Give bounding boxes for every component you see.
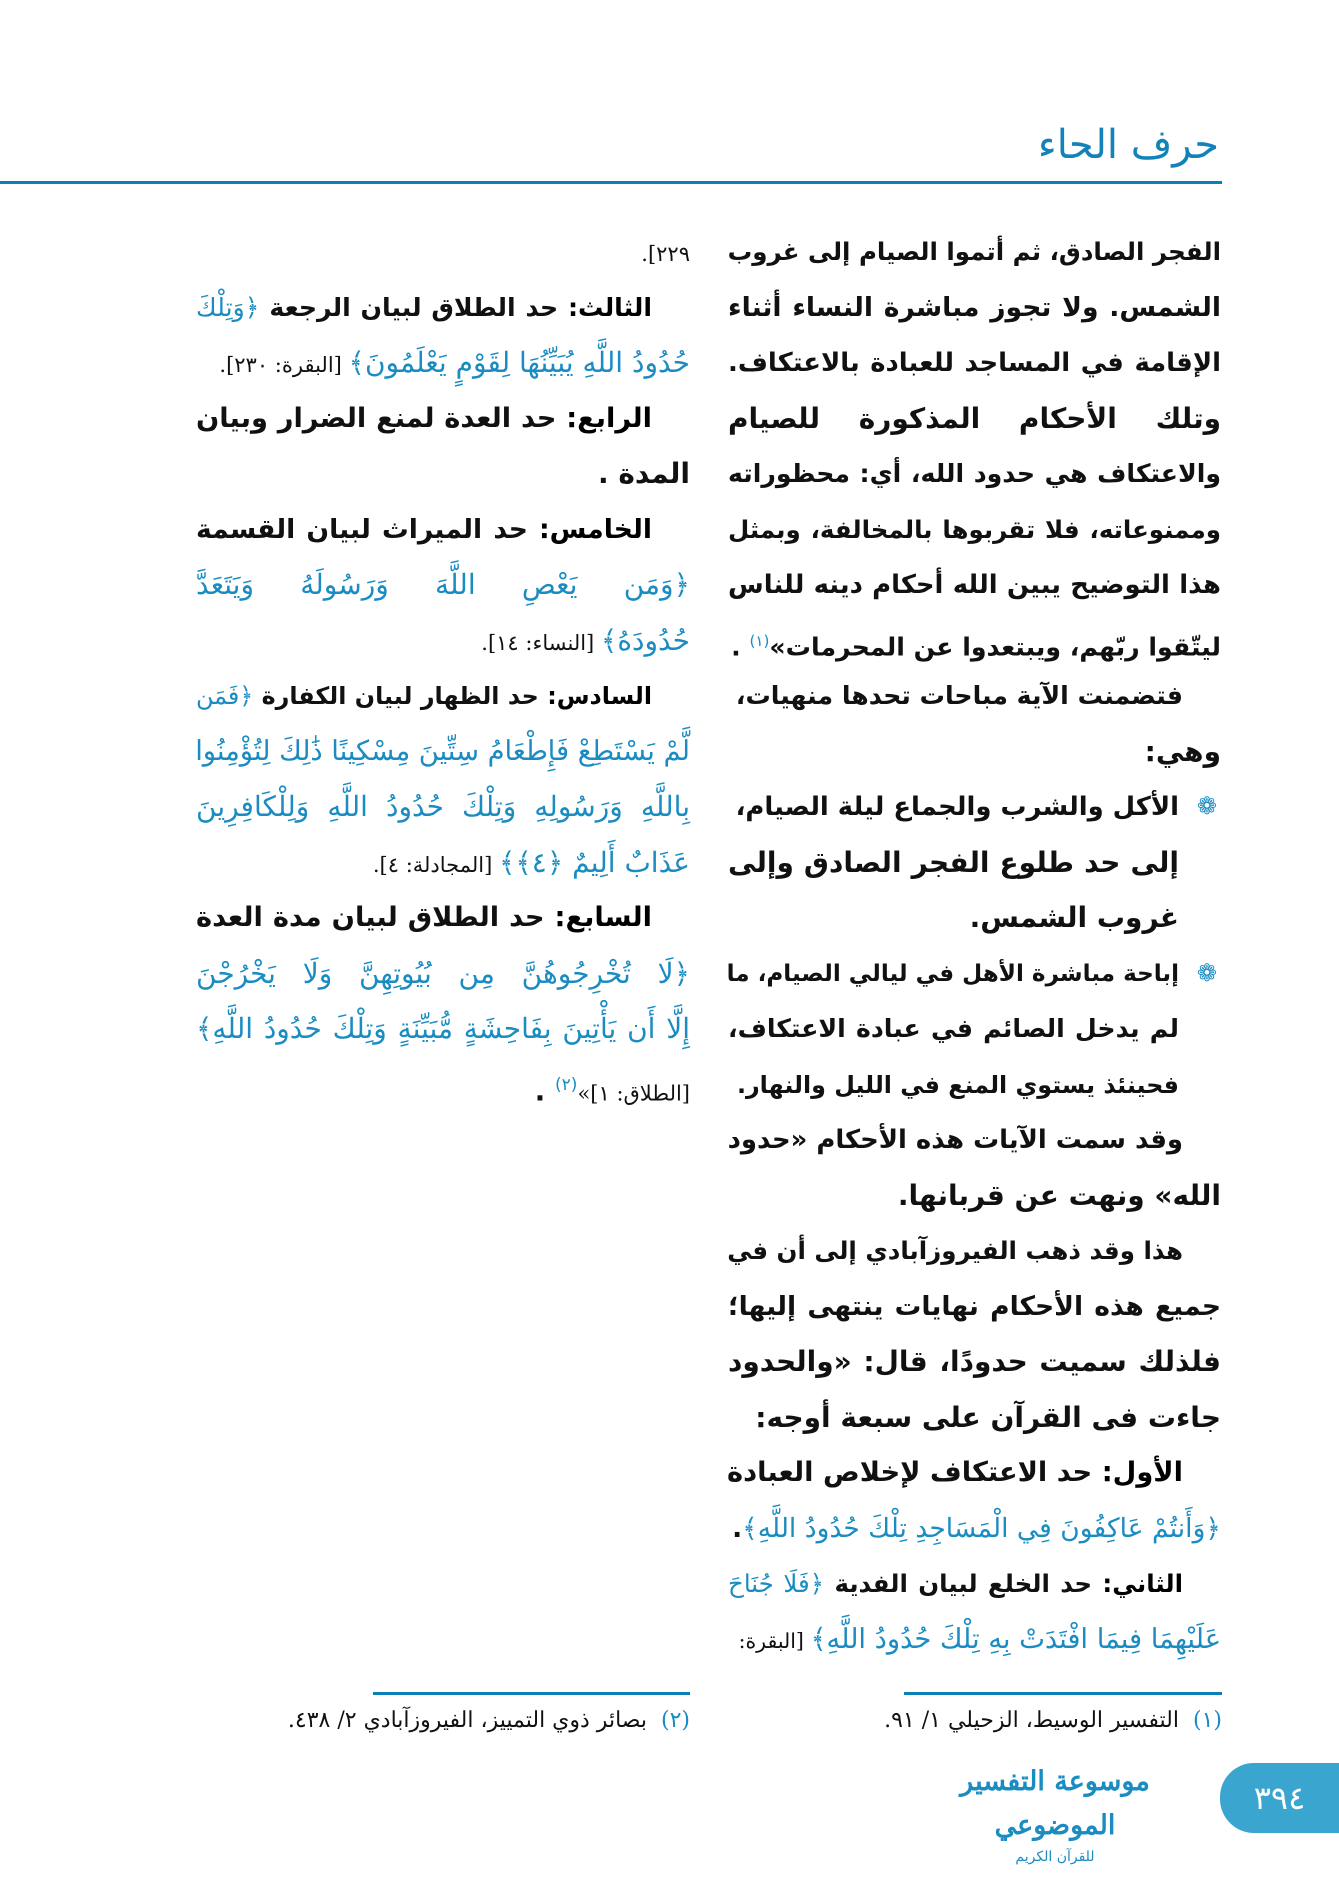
body-text: الإقامة في المساجد للعبادة بالاعتكاف.	[728, 348, 1221, 378]
logo-title: موسوعة التفسير الموضوعي	[960, 1766, 1150, 1841]
footnote-number: (٢)	[660, 1708, 690, 1733]
body-text: .	[732, 1512, 743, 1544]
body-text: إباحة مباشرة الأهل في ليالي الصيام، ما	[726, 960, 1179, 987]
citation: [النساء: ١٤].	[481, 630, 601, 655]
flower-bullet-icon: ❁	[1196, 792, 1217, 820]
quran-verse: ﴿وَتِلْكَ	[196, 292, 260, 322]
body-text: وممنوعاته، فلا تقربوها بالمخالفة، وبمثل	[728, 514, 1221, 544]
body-text: وقد سمت الآيات هذه الأحكام «حدود	[727, 1125, 1183, 1155]
text-line	[728, 560, 1221, 610]
logo-subtitle: للقرآن الكريم	[1015, 1849, 1095, 1865]
text-line	[196, 727, 690, 777]
body-text: هذا التوضيح يبين الله أحكام دينه للناس	[728, 570, 1221, 600]
quran-verse: بِاللَّهِ وَرَسُولِهِ وَتِلْكَ حُدُودُ اللَّهِ وَلِلْكَافِرِينَ	[196, 790, 690, 823]
text-line	[196, 449, 690, 499]
quran-verse: ﴿وَأَنتُمْ عَاكِفُونَ فِي الْمَسَاجِدِ تِلْكَ حُدُودُ اللَّهِ﴾	[742, 1512, 1221, 1544]
text-line	[728, 1393, 1221, 1443]
footnote-text: بصائر ذوي التمييز، الفيروزآبادي ٢/ ٤٣٨.	[287, 1708, 647, 1733]
text-line	[728, 893, 1179, 943]
quran-verse: عَذَابٌ أَلِيمٌ ﴿٤﴾﴾	[498, 845, 690, 879]
text-line	[728, 1615, 1221, 1666]
body-text: حد العدة لمنع الضرار وبيان	[196, 402, 567, 434]
flower-bullet-icon: ❁	[1196, 958, 1217, 987]
quran-verse: إِلَّا أَن يَأْتِينَ بِفَاحِشَةٍ مُّبَيِّنَةٍ وَتِلْكَ حُدُودُ اللَّهِ﴾	[196, 1012, 690, 1045]
citation: [المجادلة: ٤].	[372, 852, 499, 877]
text-line	[728, 1226, 1183, 1276]
body-text: جاءت فى القرآن على سبعة أوجه:	[755, 1400, 1221, 1434]
text-line	[196, 338, 690, 390]
text-line	[728, 1171, 1221, 1221]
body-text: جميع هذه الأحكام نهايات ينتهى إليها؛	[728, 1290, 1221, 1322]
text-line	[728, 449, 1221, 499]
item-label: السادس:	[547, 682, 652, 710]
text-line	[728, 1004, 1179, 1054]
text-line	[196, 560, 690, 610]
text-line	[196, 1004, 690, 1054]
text-line	[196, 616, 690, 668]
body-text: فتضمنت الآية مباحات تحدها منهيات،	[735, 681, 1183, 710]
text-line	[728, 671, 1183, 721]
text-line	[728, 1115, 1183, 1165]
body-text: حد الميراث لبيان القسمة	[196, 513, 540, 545]
text-line	[728, 394, 1221, 444]
item-label: السابع:	[554, 902, 652, 933]
footnote-ref: (١)	[749, 631, 770, 650]
text-line	[196, 893, 652, 943]
body-text: الله» ونهت عن قربانها.	[897, 1178, 1221, 1212]
body-text: غروب الشمس.	[969, 901, 1179, 934]
footnote-number: (١)	[1192, 1708, 1222, 1733]
item-label: الرابع:	[566, 402, 652, 434]
body-text: لم يدخل الصائم في عبادة الاعتكاف،	[728, 1014, 1179, 1043]
text-line	[728, 782, 1179, 832]
quran-verse: ﴿لَا تُخْرِجُوهُنَّ مِن بُيُوتِهِنَّ وَلَا يَخْرُجْنَ	[196, 956, 690, 990]
quran-verse: ﴿فَلَا جُنَاحَ	[728, 1569, 825, 1598]
body-text: .	[534, 1073, 556, 1107]
text-line	[196, 227, 690, 279]
citation: [البقرة:	[738, 1628, 811, 1653]
header-divider	[0, 181, 1222, 184]
text-line	[196, 1060, 690, 1118]
text-line	[196, 671, 652, 721]
text-line	[728, 838, 1179, 888]
body-text: ليتّقوا ربّهم، ويبتعدوا عن المحرمات»	[769, 631, 1221, 661]
body-text: وتلك الأحكام المذكورة للصيام	[728, 401, 1221, 435]
item-label: الخامس:	[539, 513, 652, 545]
item-label: الثاني:	[1102, 1569, 1183, 1598]
citation: [البقرة: ٢٣٠].	[219, 353, 349, 377]
text-line	[728, 1060, 1179, 1110]
text-line	[728, 949, 1179, 999]
item-label: الثالث:	[567, 292, 652, 322]
text-line	[728, 727, 1221, 777]
quran-verse: ﴿فَمَن	[196, 682, 254, 710]
body-text: المدة .	[598, 457, 690, 490]
body-text: .	[731, 631, 750, 661]
page-number-badge: ٣٩٤	[1220, 1763, 1339, 1833]
footnote-text: التفسير الوسيط، الزحيلي ١/ ٩١.	[884, 1708, 1179, 1733]
footnote-2	[288, 1708, 690, 1733]
quran-verse: لَّمْ يَسْتَطِعْ فَإِطْعَامُ سِتِّينَ مِسْكِينًا ذَٰلِكَ لِتُؤْمِنُوا	[195, 735, 690, 767]
encyclopedia-logo	[930, 1760, 1180, 1865]
text-line	[728, 616, 1221, 672]
text-line	[728, 505, 1221, 555]
body-text: حد الخلع لبيان الفدية	[824, 1569, 1103, 1598]
text-line	[728, 283, 1221, 333]
body-text: إلى حد طلوع الفجر الصادق وإلى	[728, 845, 1179, 879]
body-text: حد الاعتكاف لإخلاص العبادة	[727, 1457, 1102, 1488]
footnote-ref: (٢)	[555, 1074, 578, 1095]
body-text: وهي:	[1144, 734, 1221, 768]
text-line	[196, 838, 690, 890]
text-line	[728, 338, 1221, 388]
body-text: حد الطلاق لبيان مدة العدة	[196, 902, 555, 933]
text-line	[196, 782, 690, 832]
body-text: والاعتكاف هي حدود الله، أي: محظوراته	[728, 459, 1221, 488]
chapter-title: حرف الحاء	[1037, 122, 1219, 168]
footnote-divider-right	[904, 1692, 1222, 1695]
body-text: الفجر الصادق، ثم أتموا الصيام إلى غروب	[727, 237, 1221, 266]
body-text: حد الظهار لبيان الكفارة	[253, 682, 548, 710]
text-line	[728, 1282, 1221, 1332]
text-line	[728, 227, 1221, 277]
body-text: فحينئذ يستوي المنع في الليل والنهار.	[736, 1070, 1179, 1099]
footnote-1	[884, 1708, 1222, 1733]
citation: ٢٢٩].	[641, 242, 690, 266]
text-line	[728, 1504, 1221, 1554]
text-line	[728, 1448, 1183, 1498]
quran-verse: ﴿وَمَن يَعْصِ اللَّهَ وَرَسُولَهُ وَيَتَعَدَّ	[196, 568, 690, 601]
text-line	[196, 283, 652, 333]
body-text: حد الطلاق لبيان الرجعة	[259, 292, 568, 322]
item-label: الأول:	[1101, 1457, 1183, 1488]
quran-verse: عَلَيْهِمَا فِيمَا افْتَدَتْ بِهِ تِلْكَ حُدُودُ اللَّهِ﴾	[810, 1623, 1221, 1655]
footnote-divider-left	[373, 1692, 690, 1695]
text-line	[196, 505, 652, 555]
body-text: هذا وقد ذهب الفيروزآبادي إلى أن في	[727, 1236, 1183, 1265]
text-line	[196, 394, 652, 444]
body-text: الأكل والشرب والجماع ليلة الصيام،	[735, 792, 1179, 822]
citation: [الطلاق: ١]»	[577, 1080, 690, 1105]
body-text: فلذلك سميت حدودًا، قال: «والحدود	[728, 1345, 1221, 1378]
text-line	[728, 1559, 1183, 1609]
quran-verse: حُدُودَهُ﴾	[600, 623, 690, 657]
body-text: الشمس. ولا تجوز مباشرة النساء أثناء	[728, 291, 1221, 323]
text-line	[728, 1337, 1221, 1387]
quran-verse: حُدُودُ اللَّهِ يُبَيِّنُهَا لِقَوْمٍ يَعْلَمُونَ﴾	[348, 346, 690, 379]
text-line	[196, 949, 690, 999]
